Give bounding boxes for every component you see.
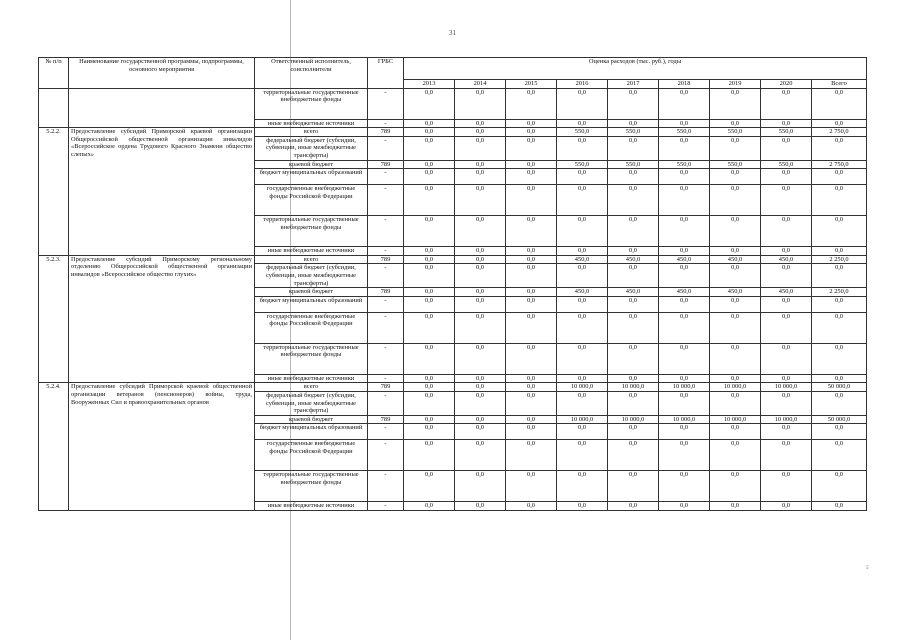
header-year: 2017 — [608, 80, 659, 89]
value-cell: 450,0 — [557, 288, 608, 297]
value-cell: 0,0 — [710, 185, 761, 216]
num-cell — [39, 88, 69, 128]
value-cell: 0,0 — [455, 296, 506, 312]
value-cell: 50 000,0 — [812, 383, 867, 392]
value-cell: 450,0 — [557, 255, 608, 264]
value-cell: 0,0 — [404, 185, 455, 216]
value-cell: 550,0 — [710, 128, 761, 137]
value-cell: 0,0 — [404, 247, 455, 256]
name-cell — [69, 88, 255, 128]
value-cell: 0,0 — [557, 119, 608, 128]
value-cell: 550,0 — [659, 128, 710, 137]
grbs-cell: - — [368, 216, 404, 247]
header-grbs: ГРБС — [368, 58, 404, 89]
grbs-cell: - — [368, 502, 404, 511]
value-cell: 0,0 — [812, 136, 867, 160]
value-cell: 0,0 — [761, 296, 812, 312]
value-cell: 0,0 — [557, 136, 608, 160]
grbs-cell: 789 — [368, 415, 404, 424]
value-cell: 0,0 — [455, 471, 506, 502]
value-cell: 0,0 — [608, 391, 659, 415]
value-cell: 0,0 — [455, 374, 506, 383]
value-cell: 0,0 — [608, 136, 659, 160]
value-cell: 0,0 — [404, 216, 455, 247]
value-cell: 0,0 — [455, 247, 506, 256]
value-cell: 0,0 — [608, 502, 659, 511]
value-cell: 2 750,0 — [812, 160, 867, 169]
value-cell: 0,0 — [404, 296, 455, 312]
value-cell: 0,0 — [455, 185, 506, 216]
value-cell: 0,0 — [812, 374, 867, 383]
value-cell: 0,0 — [659, 136, 710, 160]
value-cell: 0,0 — [608, 424, 659, 440]
value-cell: 0,0 — [608, 312, 659, 343]
value-cell: 10 000,0 — [608, 415, 659, 424]
value-cell: 0,0 — [404, 383, 455, 392]
value-cell: 0,0 — [812, 216, 867, 247]
value-cell: 0,0 — [659, 296, 710, 312]
value-cell: 0,0 — [506, 312, 557, 343]
value-cell: 50 000,0 — [812, 415, 867, 424]
grbs-cell: - — [368, 119, 404, 128]
value-cell: 0,0 — [608, 247, 659, 256]
value-cell: 450,0 — [608, 255, 659, 264]
value-cell: 0,0 — [557, 374, 608, 383]
value-cell: 0,0 — [710, 216, 761, 247]
table-body — [39, 88, 867, 510]
budget-table — [38, 57, 867, 511]
value-cell: 0,0 — [659, 216, 710, 247]
source-cell: всего — [255, 128, 368, 137]
value-cell: 450,0 — [659, 288, 710, 297]
value-cell: 0,0 — [659, 312, 710, 343]
value-cell: 0,0 — [506, 264, 557, 288]
value-cell: 2 750,0 — [812, 128, 867, 137]
header-year: 2019 — [710, 80, 761, 89]
value-cell: 0,0 — [557, 216, 608, 247]
value-cell: 0,0 — [455, 264, 506, 288]
header-year: 2020 — [761, 80, 812, 89]
source-cell: федеральный бюджет (субсидии, субвенции, иные межбюджетные трансферты) — [255, 136, 368, 160]
value-cell: 0,0 — [404, 312, 455, 343]
value-cell: 0,0 — [455, 128, 506, 137]
value-cell: 0,0 — [455, 312, 506, 343]
value-cell: 0,0 — [710, 169, 761, 185]
value-cell: 0,0 — [761, 88, 812, 119]
value-cell: 10 000,0 — [659, 415, 710, 424]
header-year: 2015 — [506, 80, 557, 89]
header-num: № п/п — [39, 58, 69, 89]
value-cell: 0,0 — [659, 185, 710, 216]
value-cell: 0,0 — [506, 440, 557, 471]
value-cell: 0,0 — [506, 128, 557, 137]
value-cell: 0,0 — [812, 296, 867, 312]
value-cell: 0,0 — [455, 383, 506, 392]
value-cell: 0,0 — [761, 374, 812, 383]
value-cell: 0,0 — [761, 216, 812, 247]
grbs-cell: - — [368, 88, 404, 119]
value-cell: 10 000,0 — [659, 383, 710, 392]
value-cell: 10 000,0 — [761, 415, 812, 424]
value-cell: 550,0 — [710, 160, 761, 169]
header-year: Всего — [812, 80, 867, 89]
value-cell: 0,0 — [404, 440, 455, 471]
grbs-cell: - — [368, 296, 404, 312]
value-cell: 0,0 — [812, 185, 867, 216]
value-cell: 0,0 — [608, 440, 659, 471]
value-cell: 0,0 — [557, 343, 608, 374]
value-cell: 0,0 — [710, 391, 761, 415]
value-cell: 0,0 — [761, 185, 812, 216]
value-cell: 0,0 — [506, 169, 557, 185]
value-cell: 0,0 — [455, 502, 506, 511]
value-cell: 0,0 — [659, 374, 710, 383]
value-cell: 0,0 — [506, 415, 557, 424]
value-cell: 0,0 — [455, 415, 506, 424]
value-cell: 0,0 — [455, 216, 506, 247]
value-cell: 550,0 — [608, 128, 659, 137]
grbs-cell: - — [368, 247, 404, 256]
value-cell: 450,0 — [710, 255, 761, 264]
source-cell: иные внебюджетные источники — [255, 374, 368, 383]
value-cell: 0,0 — [608, 264, 659, 288]
value-cell: 0,0 — [557, 247, 608, 256]
value-cell: 0,0 — [404, 502, 455, 511]
value-cell: 0,0 — [812, 424, 867, 440]
value-cell: 0,0 — [812, 119, 867, 128]
value-cell: 0,0 — [659, 247, 710, 256]
value-cell: 10 000,0 — [608, 383, 659, 392]
value-cell: 0,0 — [557, 424, 608, 440]
value-cell: 0,0 — [710, 440, 761, 471]
source-cell: государственные внебюджетные фонды Российской Федерации — [255, 440, 368, 471]
section-name: Предоставление субсидий Приморской краевой общественной организации ветеранов (пенсионеров) войны, труда, Вооруженных Сил и правоохранительных органов — [69, 383, 255, 511]
value-cell: 0,0 — [455, 169, 506, 185]
value-cell: 550,0 — [761, 160, 812, 169]
value-cell: 0,0 — [659, 440, 710, 471]
grbs-cell: - — [368, 264, 404, 288]
value-cell: 0,0 — [812, 502, 867, 511]
value-cell: 450,0 — [659, 255, 710, 264]
source-cell: иные внебюджетные источники — [255, 119, 368, 128]
value-cell: 0,0 — [455, 424, 506, 440]
header-year: 2014 — [455, 80, 506, 89]
value-cell: 0,0 — [761, 424, 812, 440]
value-cell: 0,0 — [404, 119, 455, 128]
value-cell: 0,0 — [761, 343, 812, 374]
source-cell: территориальные государственные внебюджетные фонды — [255, 343, 368, 374]
value-cell: 0,0 — [506, 502, 557, 511]
value-cell: 0,0 — [659, 391, 710, 415]
value-cell: 0,0 — [404, 88, 455, 119]
value-cell: 0,0 — [455, 119, 506, 128]
value-cell: 0,0 — [506, 343, 557, 374]
value-cell: 0,0 — [812, 169, 867, 185]
section-number: 5.2.3. — [39, 255, 69, 383]
value-cell: 0,0 — [506, 255, 557, 264]
source-cell: федеральный бюджет (субсидии, субвенции, иные межбюджетные трансферты) — [255, 391, 368, 415]
value-cell: 10 000,0 — [761, 383, 812, 392]
value-cell: 0,0 — [710, 374, 761, 383]
value-cell: 0,0 — [608, 296, 659, 312]
grbs-cell: - — [368, 169, 404, 185]
value-cell: 0,0 — [506, 136, 557, 160]
value-cell: 0,0 — [812, 247, 867, 256]
grbs-cell: - — [368, 471, 404, 502]
value-cell: 450,0 — [761, 288, 812, 297]
value-cell: 0,0 — [455, 343, 506, 374]
value-cell: 10 000,0 — [557, 415, 608, 424]
value-cell: 0,0 — [710, 502, 761, 511]
corner-mark: 5 — [866, 566, 869, 571]
value-cell: 10 000,0 — [710, 415, 761, 424]
value-cell: 0,0 — [506, 216, 557, 247]
source-cell: краевой бюджет — [255, 288, 368, 297]
value-cell: 0,0 — [404, 169, 455, 185]
source-cell: территориальные государственные внебюджетные фонды — [255, 216, 368, 247]
value-cell: 0,0 — [812, 312, 867, 343]
value-cell: 0,0 — [710, 343, 761, 374]
value-cell: 0,0 — [557, 264, 608, 288]
value-cell: 0,0 — [455, 440, 506, 471]
section-name: Предоставление субсидий Приморскому региональному отделению Общероссийской общественной организации инвалидов «Всероссийское общество глухих» — [69, 255, 255, 383]
value-cell: 0,0 — [557, 440, 608, 471]
value-cell: 0,0 — [659, 424, 710, 440]
value-cell: 0,0 — [404, 424, 455, 440]
value-cell: 0,0 — [710, 247, 761, 256]
source-cell: бюджет муниципальных образований — [255, 169, 368, 185]
grbs-cell: - — [368, 391, 404, 415]
value-cell: 0,0 — [557, 88, 608, 119]
value-cell: 0,0 — [404, 128, 455, 137]
value-cell: 0,0 — [557, 471, 608, 502]
value-cell: 0,0 — [761, 247, 812, 256]
value-cell: 2 250,0 — [812, 255, 867, 264]
section-number: 5.2.4. — [39, 383, 69, 511]
value-cell: 0,0 — [659, 471, 710, 502]
value-cell: 0,0 — [710, 312, 761, 343]
value-cell: 550,0 — [557, 160, 608, 169]
table-row — [39, 88, 867, 119]
value-cell: 0,0 — [761, 440, 812, 471]
section-name: Предоставление субсидий Приморской краевой организации Общероссийской общественной организации инвалидов «Всероссийское ордена Трудового Красного Знамени общество слепых» — [69, 128, 255, 256]
grbs-cell: - — [368, 185, 404, 216]
grbs-cell: 789 — [368, 383, 404, 392]
value-cell: 0,0 — [506, 374, 557, 383]
value-cell: 0,0 — [710, 136, 761, 160]
value-cell: 0,0 — [404, 264, 455, 288]
value-cell: 0,0 — [812, 391, 867, 415]
value-cell: 0,0 — [608, 185, 659, 216]
header-year: 2018 — [659, 80, 710, 89]
value-cell: 0,0 — [506, 288, 557, 297]
value-cell: 0,0 — [812, 88, 867, 119]
value-cell: 0,0 — [557, 391, 608, 415]
table-row — [39, 255, 867, 264]
value-cell: 0,0 — [506, 185, 557, 216]
section-number: 5.2.2. — [39, 128, 69, 256]
value-cell: 0,0 — [710, 264, 761, 288]
value-cell: 0,0 — [455, 160, 506, 169]
grbs-cell: 789 — [368, 255, 404, 264]
value-cell: 0,0 — [608, 216, 659, 247]
value-cell: 0,0 — [404, 391, 455, 415]
value-cell: 0,0 — [659, 88, 710, 119]
value-cell: 0,0 — [455, 288, 506, 297]
header-year: 2013 — [404, 80, 455, 89]
value-cell: 2 250,0 — [812, 288, 867, 297]
grbs-cell: - — [368, 343, 404, 374]
value-cell: 0,0 — [404, 288, 455, 297]
value-cell: 0,0 — [404, 374, 455, 383]
grbs-cell: - — [368, 440, 404, 471]
grbs-cell: - — [368, 374, 404, 383]
value-cell: 0,0 — [710, 471, 761, 502]
table-row — [39, 128, 867, 137]
value-cell: 0,0 — [608, 374, 659, 383]
value-cell: 0,0 — [761, 471, 812, 502]
value-cell: 0,0 — [761, 502, 812, 511]
source-cell: федеральный бюджет (субсидии, субвенции, иные межбюджетные трансферты) — [255, 264, 368, 288]
value-cell: 450,0 — [710, 288, 761, 297]
grbs-cell: 789 — [368, 160, 404, 169]
value-cell: 0,0 — [506, 391, 557, 415]
value-cell: 0,0 — [659, 169, 710, 185]
source-cell: иные внебюджетные источники — [255, 502, 368, 511]
value-cell: 0,0 — [404, 343, 455, 374]
value-cell: 0,0 — [404, 415, 455, 424]
value-cell: 0,0 — [608, 169, 659, 185]
source-cell: иные внебюджетные источники — [255, 247, 368, 256]
value-cell: 0,0 — [761, 391, 812, 415]
value-cell: 0,0 — [404, 160, 455, 169]
value-cell: 550,0 — [557, 128, 608, 137]
source-cell: государственные внебюджетные фонды Российской Федерации — [255, 312, 368, 343]
source-cell: всего — [255, 255, 368, 264]
value-cell: 0,0 — [455, 255, 506, 264]
source-cell: бюджет муниципальных образований — [255, 296, 368, 312]
header-row — [39, 58, 867, 80]
value-cell: 0,0 — [506, 88, 557, 119]
source-cell: бюджет муниципальных образований — [255, 424, 368, 440]
value-cell: 0,0 — [812, 343, 867, 374]
header-year: 2016 — [557, 80, 608, 89]
source-cell: государственные внебюджетные фонды Российской Федерации — [255, 185, 368, 216]
source-cell: территориальные государственные внебюджетные фонды — [255, 88, 368, 119]
value-cell: 550,0 — [608, 160, 659, 169]
value-cell: 0,0 — [710, 424, 761, 440]
table-row — [39, 383, 867, 392]
header-name: Наименование государственной программы, подпрограммы, основного мероприятия — [69, 58, 255, 89]
value-cell: 0,0 — [710, 296, 761, 312]
value-cell: 0,0 — [557, 296, 608, 312]
value-cell: 550,0 — [659, 160, 710, 169]
value-cell: 0,0 — [608, 119, 659, 128]
value-cell: 0,0 — [506, 247, 557, 256]
header-executor: Ответственный исполнитель, соисполнители — [255, 58, 368, 89]
value-cell: 0,0 — [404, 136, 455, 160]
value-cell: 0,0 — [710, 88, 761, 119]
value-cell: 0,0 — [761, 264, 812, 288]
value-cell: 0,0 — [659, 119, 710, 128]
value-cell: 0,0 — [659, 264, 710, 288]
value-cell: 0,0 — [506, 471, 557, 502]
value-cell: 0,0 — [659, 343, 710, 374]
source-cell: краевой бюджет — [255, 415, 368, 424]
value-cell: 0,0 — [812, 264, 867, 288]
value-cell: 0,0 — [455, 88, 506, 119]
source-cell: территориальные государственные внебюджетные фонды — [255, 471, 368, 502]
value-cell: 0,0 — [404, 471, 455, 502]
page-number: 31 — [449, 29, 456, 37]
value-cell: 0,0 — [506, 383, 557, 392]
grbs-cell: - — [368, 136, 404, 160]
value-cell: 0,0 — [506, 296, 557, 312]
value-cell: 0,0 — [455, 136, 506, 160]
value-cell: 450,0 — [608, 288, 659, 297]
source-cell: всего — [255, 383, 368, 392]
value-cell: 0,0 — [710, 119, 761, 128]
value-cell: 0,0 — [557, 502, 608, 511]
value-cell: 0,0 — [608, 471, 659, 502]
value-cell: 10 000,0 — [557, 383, 608, 392]
value-cell: 0,0 — [557, 312, 608, 343]
grbs-cell: - — [368, 312, 404, 343]
value-cell: 0,0 — [506, 424, 557, 440]
value-cell: 0,0 — [812, 440, 867, 471]
value-cell: 0,0 — [608, 343, 659, 374]
grbs-cell: 789 — [368, 128, 404, 137]
value-cell: 0,0 — [455, 391, 506, 415]
value-cell: 0,0 — [608, 88, 659, 119]
source-cell: краевой бюджет — [255, 160, 368, 169]
value-cell: 0,0 — [557, 169, 608, 185]
value-cell: 0,0 — [761, 119, 812, 128]
value-cell: 0,0 — [506, 119, 557, 128]
value-cell: 0,0 — [404, 255, 455, 264]
value-cell: 0,0 — [761, 169, 812, 185]
value-cell: 10 000,0 — [710, 383, 761, 392]
value-cell: 550,0 — [761, 128, 812, 137]
value-cell: 450,0 — [761, 255, 812, 264]
value-cell: 0,0 — [761, 312, 812, 343]
value-cell: 0,0 — [659, 502, 710, 511]
header-estimate: Оценка расходов (тыс. руб.), годы — [404, 58, 867, 80]
grbs-cell: - — [368, 424, 404, 440]
grbs-cell: 789 — [368, 288, 404, 297]
value-cell: 0,0 — [506, 160, 557, 169]
value-cell: 0,0 — [812, 471, 867, 502]
value-cell: 0,0 — [557, 185, 608, 216]
value-cell: 0,0 — [761, 136, 812, 160]
